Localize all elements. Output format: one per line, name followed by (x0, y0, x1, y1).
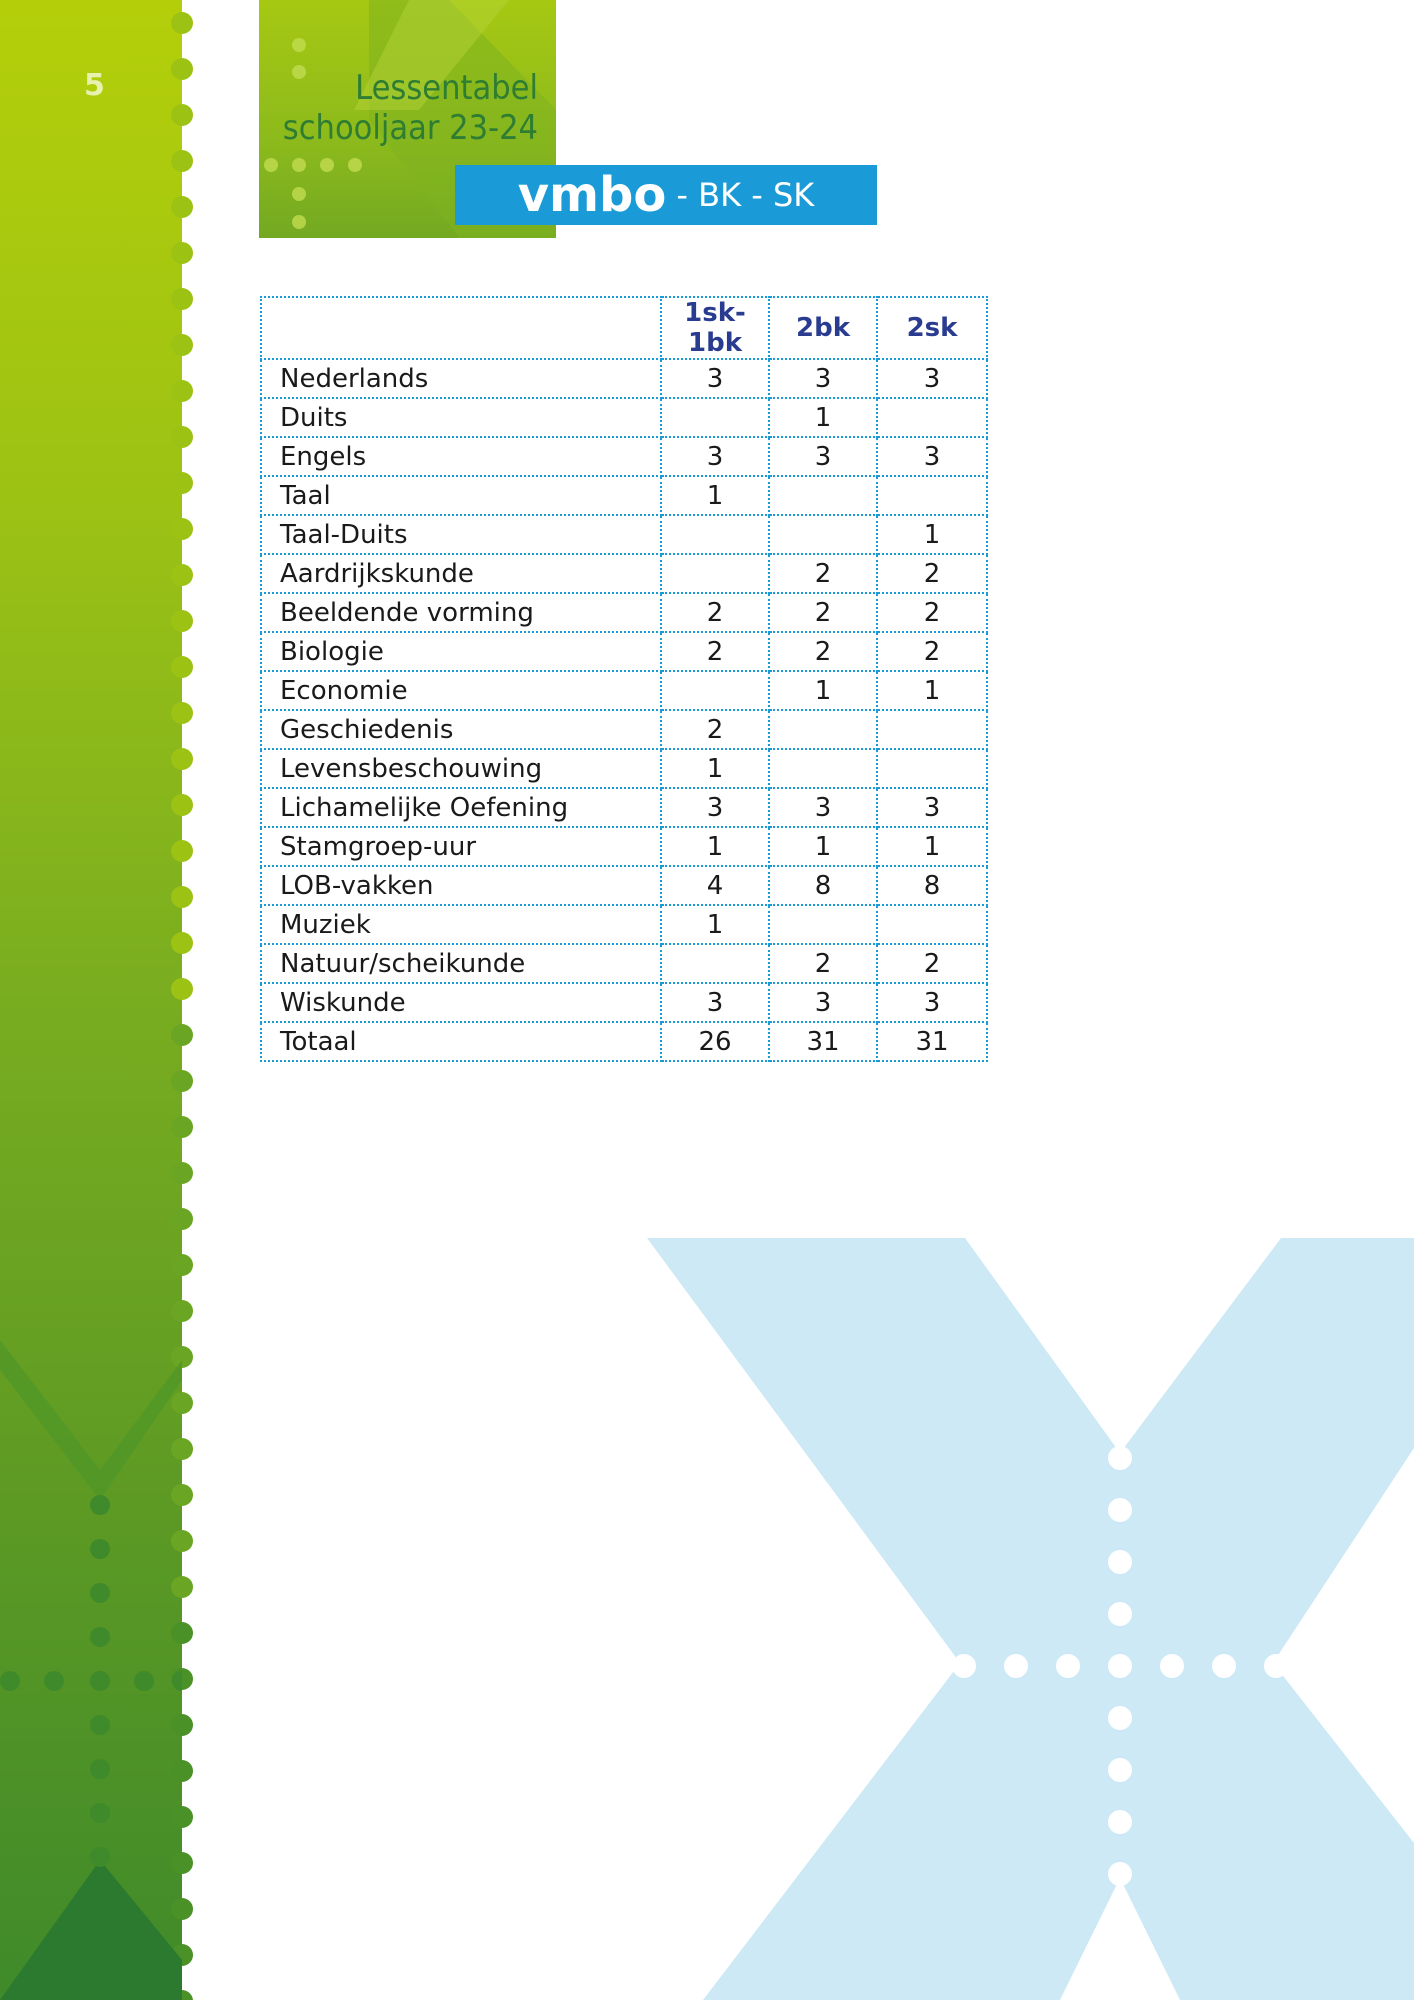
table-row (261, 905, 987, 944)
scallop-dot (171, 886, 193, 908)
scallop-dot (171, 702, 193, 724)
table-row (261, 710, 987, 749)
hours-cell: 3 (661, 788, 769, 827)
scallop-dot (171, 150, 193, 172)
banner-sub-text: - BK - SK (676, 176, 815, 214)
hours-cell: 3 (769, 359, 877, 398)
subject-cell: LOB-vakken (261, 866, 661, 905)
hours-cell (661, 515, 769, 554)
hours-cell (769, 515, 877, 554)
hours-cell (769, 749, 877, 788)
subject-cell: Lichamelijke Oefening (261, 788, 661, 827)
subject-cell: Engels (261, 437, 661, 476)
subject-cell: Muziek (261, 905, 661, 944)
scallop-dot (171, 1116, 193, 1138)
hours-cell: 2 (661, 710, 769, 749)
hours-cell (877, 749, 987, 788)
table-row (261, 749, 987, 788)
hours-cell: 31 (769, 1022, 877, 1061)
hours-cell: 1 (769, 827, 877, 866)
scallop-dot (171, 518, 193, 540)
table-row (261, 359, 987, 398)
table-row (261, 788, 987, 827)
banner-main-text: vmbo (517, 167, 667, 223)
hours-cell: 2 (877, 554, 987, 593)
scallop-dot (171, 472, 193, 494)
hours-cell: 2 (769, 944, 877, 983)
subject-cell: Beeldende vorming (261, 593, 661, 632)
hours-cell (877, 476, 987, 515)
hours-cell: 31 (877, 1022, 987, 1061)
table-row (261, 593, 987, 632)
hours-cell: 3 (769, 788, 877, 827)
header-title (259, 68, 556, 148)
hours-cell: 1 (877, 671, 987, 710)
subject-cell: Levensbeschouwing (261, 749, 661, 788)
column-header-subject (261, 297, 661, 359)
subject-cell: Taal (261, 476, 661, 515)
scallop-dot (171, 426, 193, 448)
left-x-decoration (0, 1340, 182, 2000)
scallop-dot (171, 748, 193, 770)
table-row (261, 437, 987, 476)
table-row (261, 515, 987, 554)
hours-cell: 1 (769, 671, 877, 710)
subject-cell: Nederlands (261, 359, 661, 398)
table-row (261, 554, 987, 593)
scallop-dot (171, 656, 193, 678)
hours-cell: 3 (769, 983, 877, 1022)
hours-cell: 2 (877, 593, 987, 632)
scallop-dot (171, 610, 193, 632)
table-row (261, 1022, 987, 1061)
hours-cell: 1 (661, 827, 769, 866)
page-number: 5 (84, 68, 105, 103)
hours-cell: 2 (661, 632, 769, 671)
table-row (261, 632, 987, 671)
header-title-line1: Lessentabel (355, 68, 538, 108)
hours-cell: 1 (661, 749, 769, 788)
hours-cell (769, 476, 877, 515)
subject-cell: Stamgroep-uur (261, 827, 661, 866)
hours-cell: 26 (661, 1022, 769, 1061)
scallop-dot (171, 794, 193, 816)
subject-cell: Aardrijkskunde (261, 554, 661, 593)
hours-cell: 3 (877, 788, 987, 827)
scallop-dot (171, 1162, 193, 1184)
table-row (261, 944, 987, 983)
table-header-row (261, 297, 987, 359)
hours-cell: 3 (661, 983, 769, 1022)
hours-cell: 3 (877, 359, 987, 398)
hours-cell: 2 (769, 632, 877, 671)
column-header-2sk: 2sk (877, 297, 987, 359)
subject-cell: Wiskunde (261, 983, 661, 1022)
table-row (261, 671, 987, 710)
hours-cell (661, 554, 769, 593)
hours-cell: 2 (877, 632, 987, 671)
header-title-line2: schooljaar 23-24 (282, 108, 538, 148)
scallop-dot (171, 1208, 193, 1230)
hours-cell: 1 (877, 827, 987, 866)
table-row (261, 983, 987, 1022)
hours-cell: 3 (877, 437, 987, 476)
hours-cell (877, 398, 987, 437)
scallop-dot (171, 104, 193, 126)
subject-cell: Totaal (261, 1022, 661, 1061)
hours-cell: 8 (877, 866, 987, 905)
scallop-dot (171, 978, 193, 1000)
hours-cell: 2 (661, 593, 769, 632)
hours-cell: 3 (661, 437, 769, 476)
hours-cell: 1 (661, 905, 769, 944)
scallop-dot (171, 1024, 193, 1046)
subject-cell: Biologie (261, 632, 661, 671)
lessons-table (260, 296, 988, 1062)
hours-cell (769, 905, 877, 944)
scallop-dot (171, 334, 193, 356)
table-row (261, 827, 987, 866)
scallop-dot (171, 1254, 193, 1276)
hours-cell: 1 (661, 476, 769, 515)
scallop-dot (171, 380, 193, 402)
hours-cell (877, 710, 987, 749)
scallop-dot (171, 1300, 193, 1322)
table-row (261, 476, 987, 515)
subject-cell: Duits (261, 398, 661, 437)
scallop-dot (171, 1070, 193, 1092)
table-row (261, 398, 987, 437)
hours-cell: 2 (877, 944, 987, 983)
column-header-2bk: 2bk (769, 297, 877, 359)
subject-cell: Taal-Duits (261, 515, 661, 554)
column-header-1sk-1bk: 1sk-1bk (661, 297, 769, 359)
hours-cell: 4 (661, 866, 769, 905)
hours-cell: 3 (769, 437, 877, 476)
hours-cell: 3 (877, 983, 987, 1022)
scallop-dot (171, 12, 193, 34)
table-row (261, 866, 987, 905)
scallop-dot (171, 840, 193, 862)
hours-cell (769, 710, 877, 749)
hours-cell (661, 398, 769, 437)
hours-cell: 8 (769, 866, 877, 905)
scallop-dot (171, 242, 193, 264)
hours-cell: 2 (769, 554, 877, 593)
scallop-dot (171, 58, 193, 80)
subject-cell: Natuur/scheikunde (261, 944, 661, 983)
vmbo-banner (455, 165, 877, 225)
scallop-dot (171, 288, 193, 310)
scallop-dot (171, 564, 193, 586)
large-x-decoration (640, 1238, 1414, 2000)
scallop-dot (171, 196, 193, 218)
subject-cell: Geschiedenis (261, 710, 661, 749)
hours-cell (661, 671, 769, 710)
scallop-dot (171, 932, 193, 954)
hours-cell: 2 (769, 593, 877, 632)
hours-cell: 1 (877, 515, 987, 554)
hours-cell (661, 944, 769, 983)
hours-cell: 1 (769, 398, 877, 437)
hours-cell (877, 905, 987, 944)
hours-cell: 3 (661, 359, 769, 398)
subject-cell: Economie (261, 671, 661, 710)
